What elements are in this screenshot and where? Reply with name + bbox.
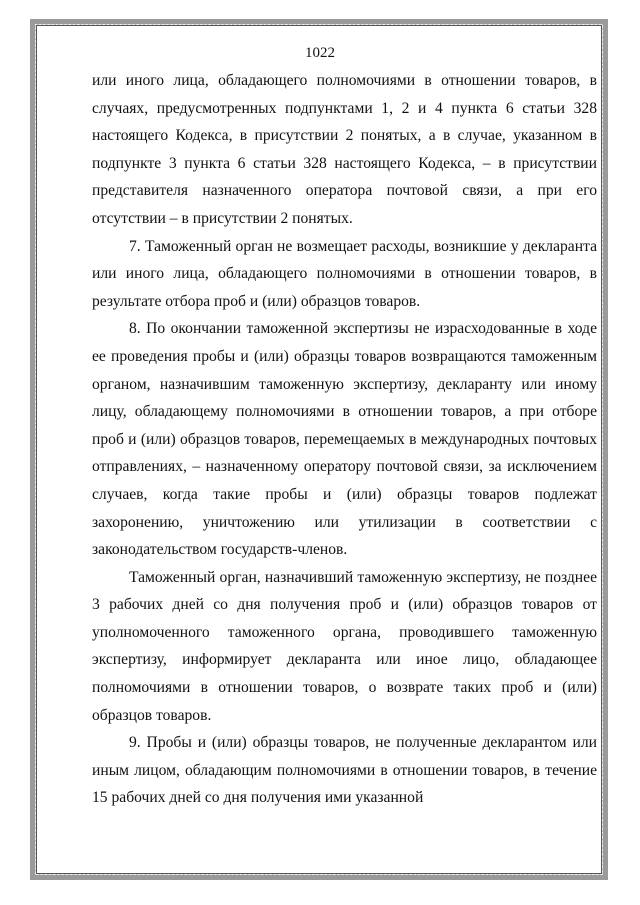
page-number: 1022 [305, 45, 335, 61]
paragraph-continuation: или иного лица, обладающего полномочиями в отношении товаров, в случаях, предусмотренных подпунктами 1, 2 и 4 пункта 6 статьи 328 настоящего Кодекса, в присутствии 2 понятых, а в случае, указанном в подпункте 3 пункта 6 статьи 328 настоящего Кодекса, – в присутствии представителя назначенного оператора почтовой связи, а при его отсутствии – в присутствии 2 понятых. [92, 72, 597, 227]
paragraph-item-9: 9. Пробы и (или) образцы товаров, не полученные декларантом или иным лицом, обладающим полномочиями в отношении товаров, в течение 15 рабочих дней со дня получения ими указанной [92, 734, 597, 807]
paragraph-item-7: 7. Таможенный орган не возмещает расходы, возникшие у декларанта или иного лица, обладающего полномочиями в отношении товаров, в результате отбора проб и (или) образцов товаров. [92, 237, 597, 310]
paragraph-item-8-part-2: Таможенный орган, назначивший таможенную экспертизу, не позднее 3 рабочих дней со дня получения проб и (или) образцов товаров от уполномоченного таможенного органа, проводившего таможенную экспертизу, информирует декларанта или иное лицо, обладающее полномочиями в отношении товаров, о возврате таких проб и (или) образцов товаров. [92, 568, 597, 724]
paragraph-item-8: 8. По окончании таможенной экспертизы не израсходованные в ходе ее проведения пробы и (или) образцы товаров возвращаются таможенным органом, назначившим таможенную экспертизу, декларанту или иному лицу, обладающему полномочиями в отношении товаров, а при отборе проб и (или) образцов товаров, перемещаемых в международных почтовых отправлениях, – назначенному оператору почтовой связи, за исключением случаев, когда такие пробы и (или) образцы товаров подлежат захоронению, уничтожению или утилизации в соответствии с законодательством государств-членов. [92, 320, 597, 559]
document-body [92, 67, 597, 812]
